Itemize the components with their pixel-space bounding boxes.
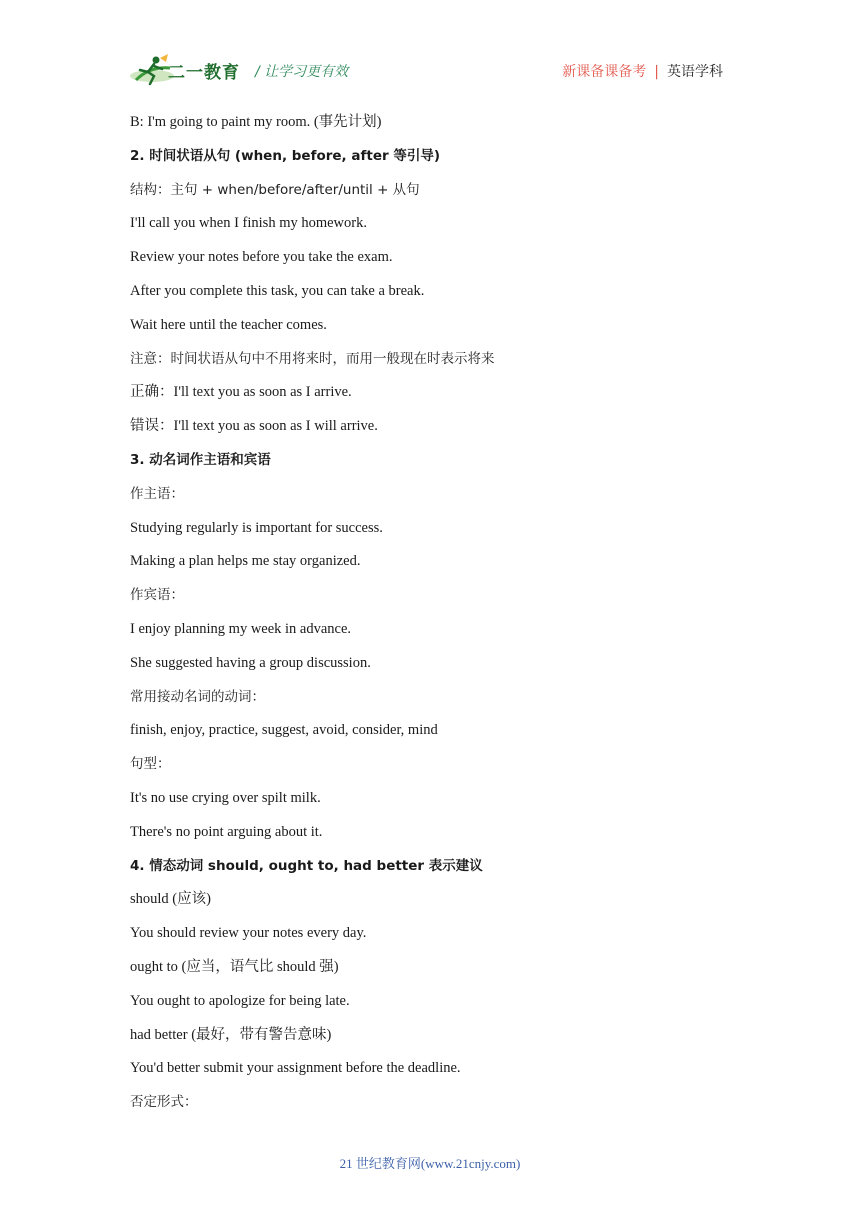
text-line: 常用接动名词的动词：: [130, 688, 265, 705]
text-line: 注意：时间状语从句中不用将来时，而用一般现在时表示将来: [130, 350, 495, 367]
text-line: 否定形式：: [130, 1094, 198, 1111]
text-line: 结构：主句 + when/before/after/until + 从句: [130, 181, 420, 198]
text-line: 句型：: [130, 756, 171, 773]
text-line: You should review your notes every day.: [130, 925, 367, 942]
text-line: Studying regularly is important for success.: [130, 519, 383, 536]
text-line: After you complete this task, you can take a break.: [130, 282, 425, 299]
text-line: Wait here until the teacher comes.: [130, 316, 327, 333]
logo-text: 二一教育: [168, 63, 240, 83]
text-line: finish, enjoy, practice, suggest, avoid, consider, mind: [130, 722, 438, 739]
text-line: 作宾语：: [130, 587, 184, 604]
text-line: had better (最好，带有警告意味): [130, 1026, 332, 1043]
text-line: I enjoy planning my week in advance.: [130, 620, 352, 637]
page-header: [0, 0, 860, 100]
text-line: 正确：I'll text you as soon as I arrive.: [130, 384, 352, 401]
header-slogan: / 让学习更有效: [255, 64, 349, 80]
text-line: You'd better submit your assignment before the deadline.: [130, 1060, 461, 1077]
document-body: [130, 110, 730, 1124]
section-heading: 4. 情态动词 should, ought to, had better 表示建议: [130, 857, 483, 874]
exam-label: 新课备课备考: [562, 64, 647, 80]
text-line: It's no use crying over spilt milk.: [130, 789, 321, 806]
section-heading: 2. 时间状语从句 (when, before, after 等引导): [130, 147, 440, 164]
section-heading: 3. 动名词作主语和宾语: [130, 451, 271, 468]
text-line: I'll call you when I finish my homework.: [130, 215, 367, 232]
text-line: There's no point arguing about it.: [130, 823, 323, 840]
text-line: 错误：I'll text you as soon as I will arrive.: [130, 418, 378, 435]
text-line: B: I'm going to paint my room. (事先计划): [130, 114, 382, 130]
header-right: [562, 61, 723, 81]
text-line: should (应该): [130, 891, 211, 908]
text-line: ought to (应当，语气比 should 强): [130, 958, 339, 975]
text-line: Review your notes before you take the exam.: [130, 249, 393, 266]
subject-label: 英语学科: [667, 64, 723, 80]
text-line: You ought to apologize for being late.: [130, 992, 350, 1009]
text-line: 作主语：: [130, 485, 184, 502]
header-separator: |: [654, 64, 659, 80]
page-footer: 21 世纪教育网(www.21cnjy.com): [339, 1156, 521, 1171]
text-line: Making a plan helps me stay organized.: [130, 553, 361, 570]
text-line: She suggested having a group discussion.: [130, 654, 371, 671]
